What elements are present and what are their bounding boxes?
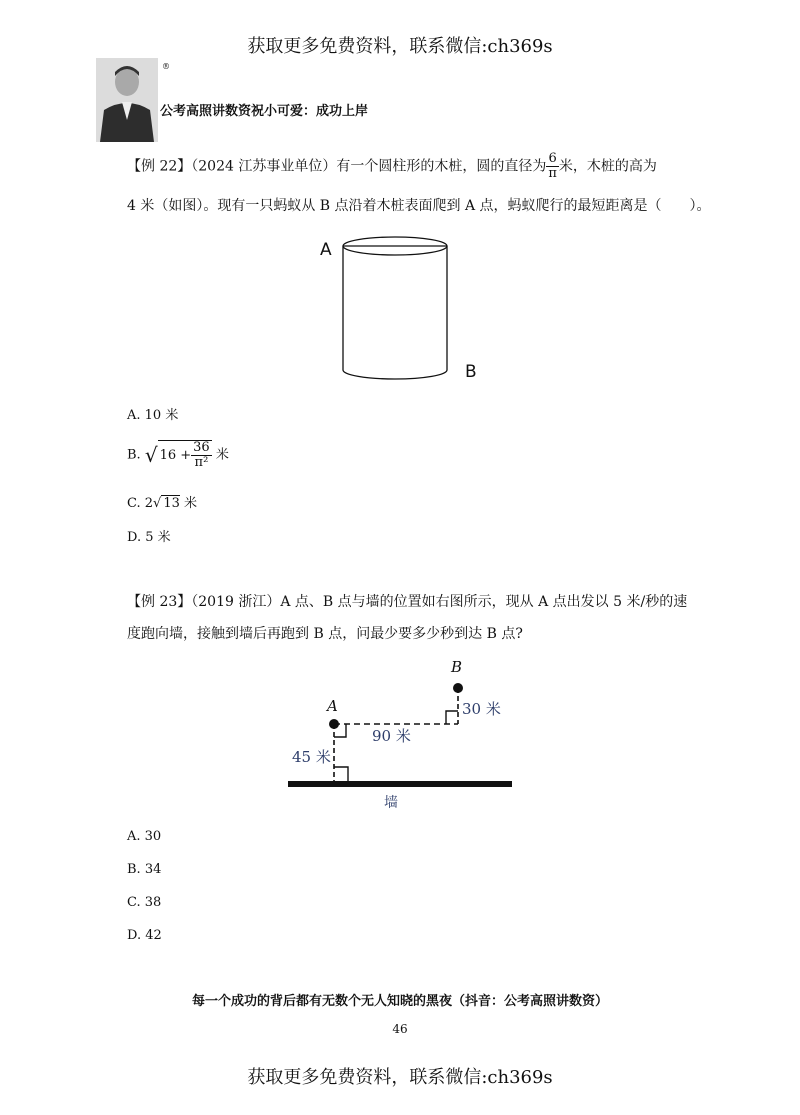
cylinder-bottom-arc: [343, 370, 447, 379]
example22-text-a: 有一个圆柱形的木桩，圆的直径为: [336, 158, 547, 175]
sqrt-sign-icon: √: [153, 496, 162, 511]
wall-right-angle-mark: [334, 767, 348, 782]
example23-line2: 度跑向墙，接触到墙后再跑到 B 点，问最少要多少秒到达 B 点?: [127, 626, 523, 642]
example22-tag: 【例 22】: [127, 158, 192, 175]
example23-line1: [127, 592, 727, 612]
watermark-top: 获取更多免费资料，联系微信:ch369s: [247, 36, 553, 57]
fraction-numerator: 6: [546, 152, 559, 167]
example23-text-a: A 点、B 点与墙的位置如右图所示，现从 A 点出发以 5 米/秒的速: [280, 594, 688, 610]
example22-line1: [127, 152, 707, 181]
wall-label: 墙: [384, 795, 398, 811]
ex22-option-b: [127, 440, 229, 470]
ex23-option-b: B. 34: [127, 862, 162, 877]
ex22-option-a: A. 10 米: [127, 408, 179, 423]
ex22-option-c: [127, 492, 197, 511]
footer-slogan: 每一个成功的背后都有无数个无人知晓的黑夜（抖音：公考高照讲数资）: [191, 994, 608, 1009]
avatar: [96, 58, 158, 142]
ex23-option-c: C. 38: [127, 895, 162, 910]
ex22-option-b-radicand: [158, 440, 212, 470]
wall-bar: [288, 781, 512, 787]
example23-source: （2019 浙江）: [191, 594, 281, 610]
ex22-option-d: D. 5 米: [127, 530, 171, 545]
watermark-bottom: 获取更多免费资料，联系微信:ch369s: [247, 1067, 553, 1088]
b-right-angle-mark: [446, 711, 458, 724]
ex22-option-b-num: 36: [193, 440, 210, 455]
wall-label-b: B: [451, 658, 463, 676]
ex22-option-b-den: π²: [194, 455, 209, 470]
example22-fraction: [546, 152, 559, 181]
cylinder-label-b: B: [465, 362, 477, 382]
registered-mark: ®: [162, 62, 170, 71]
ex22-option-b-fraction: [191, 441, 212, 470]
ex22-option-c-unit: 米: [184, 496, 198, 511]
dist-a-label: 45 米: [292, 748, 331, 766]
page-number: 46: [392, 1022, 408, 1036]
ex22-option-b-unit: 米: [215, 447, 229, 463]
example22-source: （2024 江苏事业单位）: [191, 158, 337, 175]
cylinder-label-a: A: [320, 240, 332, 260]
ex23-option-a: A. 30: [127, 829, 162, 844]
sqrt-sign-icon: √: [144, 443, 158, 467]
dist-b-label: 30 米: [462, 700, 501, 718]
ex22-option-b-int: 16 +: [159, 448, 192, 463]
dist-horizontal-label: 90 米: [372, 727, 411, 745]
ex23-option-d: D. 42: [127, 928, 162, 943]
example22-text-b: 米，木桩的高为: [558, 158, 657, 175]
ex22-option-c-radicand: 13: [163, 496, 180, 511]
wall-label-a: A: [327, 697, 338, 715]
fraction-denominator: π: [548, 166, 557, 181]
example23-tag: 【例 23】: [127, 594, 192, 610]
example22-line2: 4 米（如图）。现有一只蚂蚁从 B 点沿着木桩表面爬到 A 点，蚂蚁爬行的最短距离是（ ）。: [127, 198, 711, 214]
ex22-option-b-prefix: B.: [127, 447, 141, 463]
header-slogan: 公考高照讲数资祝小可爱：成功上岸: [160, 104, 369, 119]
ex22-option-c-prefix: C. 2: [127, 496, 154, 511]
